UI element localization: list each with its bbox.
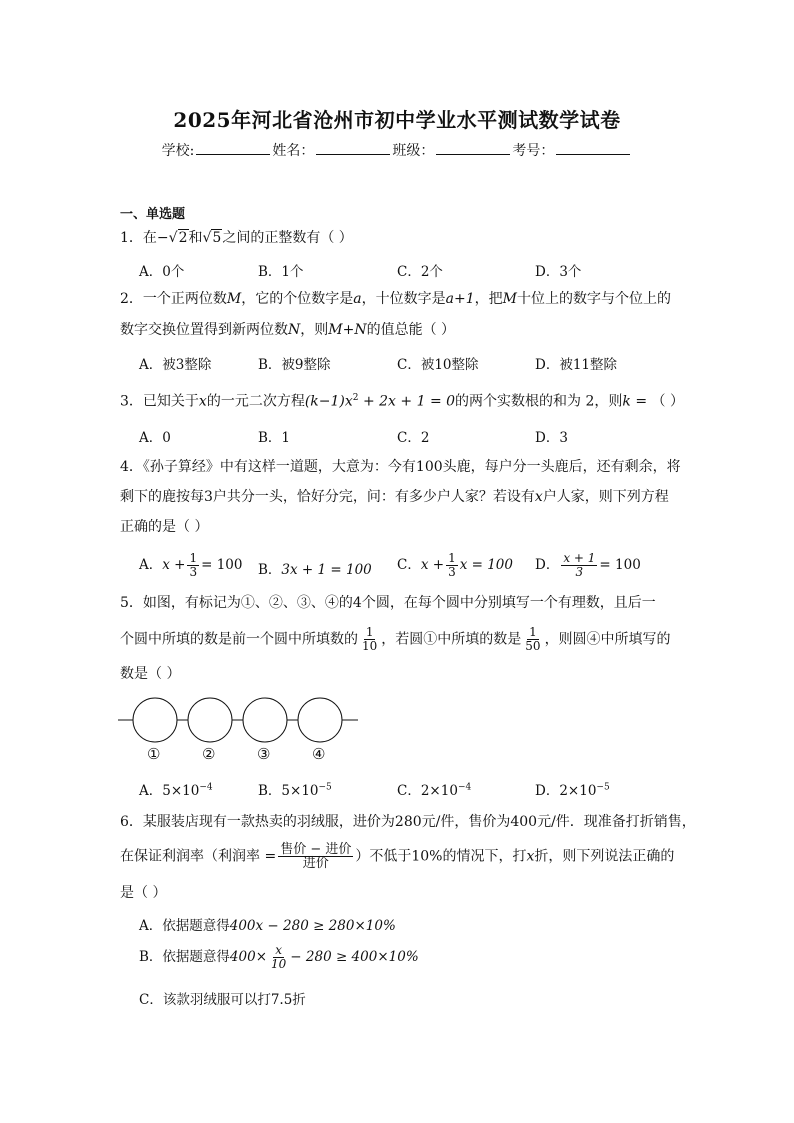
q5-text-c: ，则圆④中所填写的 — [544, 631, 671, 648]
q5-a-base: 5×10 — [162, 783, 200, 799]
q4-option-d — [535, 552, 641, 579]
question-6-line-2 — [120, 843, 674, 870]
school-blank — [196, 141, 270, 155]
q1-option-a: A．0个 — [139, 264, 185, 280]
q2-text-g: ，则 — [300, 322, 329, 338]
q5-a-label: A． — [139, 783, 163, 799]
q4-d-num: x + 1 — [563, 551, 596, 565]
q2-text-e: 十位上的数字与个位上的 — [516, 291, 671, 307]
q5-c-exp: −4 — [457, 782, 472, 793]
q5-d-base: 2×10 — [559, 783, 597, 799]
section-heading-single-choice: 一、单选题 — [120, 207, 186, 222]
question-5-line-2 — [120, 626, 671, 653]
q5-b-base: 5×10 — [281, 783, 319, 799]
q2-text-f: 数字交换位置得到新两位数 — [120, 322, 288, 338]
question-3 — [120, 388, 684, 412]
page-title: 2025年河北省沧州市初中学业水平测试数学试卷 — [173, 108, 621, 132]
q5-circle-label-2: ② — [202, 745, 216, 763]
student-info-line — [0, 140, 794, 160]
q2-option-d: D．被11整除 — [535, 357, 618, 373]
q4-a-label: A． — [139, 557, 163, 573]
q6-b-label: B．依据题意得 — [139, 949, 230, 965]
q4-c-label: C． — [397, 557, 421, 573]
q2-var-m: M — [226, 291, 242, 307]
q1-prefix: 1．在 — [120, 230, 157, 246]
q1-option-c: C．2个 — [397, 264, 443, 280]
q2-text-a: 2．一个正两位数 — [120, 291, 227, 307]
q6-a-eq: 400x − 280 ≥ 280×10% — [229, 918, 396, 934]
q5-option-c — [397, 779, 471, 799]
q3-text-c: 的两个实数根的和为 2，则 — [455, 393, 623, 410]
q1-option-b: B．1个 — [258, 264, 304, 280]
q5-b-label: B． — [258, 783, 282, 799]
q4-text-b: 户人家，则下列方程 — [542, 489, 669, 505]
q4-var-x: x — [534, 489, 543, 505]
q6-a-label: A．依据题意得 — [139, 918, 230, 934]
q4-d-rhs: = 100 — [599, 557, 641, 573]
q1-sqrt2: 2 — [178, 230, 188, 246]
q3-option-a: A．0 — [139, 430, 171, 446]
q6-text-a: 在保证利润率（利润率 = — [120, 848, 277, 865]
q5-option-d — [535, 779, 610, 799]
q6-frac-num: 售价 − 进价 — [280, 842, 352, 857]
q2-option-c: C．被10整除 — [397, 357, 479, 373]
q5-option-a — [139, 779, 213, 799]
q5-circle-2 — [188, 698, 232, 742]
q5-option-b — [258, 779, 332, 799]
q3-var-x: x — [198, 393, 207, 410]
q6-option-b — [139, 944, 419, 971]
q6-option-c: C．该款羽绒服可以打7.5折 — [139, 992, 306, 1008]
q5-fraction-2 — [523, 626, 542, 653]
q5-d-label: D． — [535, 783, 560, 799]
question-2-line-1 — [120, 289, 671, 309]
q6-text-c: 折，则下列说法正确的 — [534, 848, 675, 865]
q5-f2-den: 50 — [525, 639, 541, 653]
name-label: 姓名： — [272, 143, 315, 159]
q2-text-b: ，它的个位数字是 — [241, 291, 354, 307]
q3-equation: (k−1)x — [304, 393, 353, 410]
q6-b-pre: 400× — [229, 949, 268, 965]
question-4-line-2 — [120, 487, 669, 507]
q2-option-a: A．被3整除 — [139, 357, 212, 373]
q4-c-rhs: x = 100 — [459, 557, 513, 573]
q2-option-b: B．被9整除 — [258, 357, 331, 373]
q5-a-exp: −4 — [199, 782, 213, 793]
question-6-line-1: 6．某服装店现有一款热卖的羽绒服，进价为280元/件，售价为400元/件．现准备打折销售， — [120, 814, 696, 830]
q5-circle-label-1: ① — [147, 745, 161, 763]
q3-option-b: B．1 — [258, 430, 291, 446]
q4-c-num: 1 — [448, 551, 456, 565]
class-label: 班级： — [392, 143, 435, 159]
question-4-line-3: 正确的是（ ） — [120, 519, 209, 535]
q4-a-rhs: = 100 — [201, 557, 243, 573]
exam-no-label: 考号： — [512, 143, 555, 159]
q6-b-fraction — [269, 944, 288, 971]
q6-text-b: ）不低于10%的情况下，打 — [355, 848, 527, 865]
q2-var-a: a — [353, 291, 362, 307]
q5-circles-figure — [118, 696, 368, 746]
q2-expr-a1: a+1 — [445, 291, 475, 307]
q4-a-num: 1 — [189, 551, 198, 565]
q4-a-den: 3 — [189, 565, 198, 579]
q1-suffix: 之间的正整数有（ ） — [222, 230, 353, 246]
q5-circle-4 — [298, 698, 342, 742]
q5-f1-den: 10 — [362, 639, 378, 653]
q5-f2-num: 1 — [529, 625, 537, 639]
q3-equation-rest: + 2x + 1 = 0 — [358, 393, 456, 410]
q6-b-post: − 280 ≥ 400×10% — [290, 949, 419, 965]
question-5-line-3: 数是（ ） — [120, 666, 181, 682]
q1-mid: 和 — [188, 230, 203, 246]
q2-expr-mn: M+N — [328, 322, 367, 338]
q3-equation-exponent: 2 — [352, 393, 359, 403]
question-1: 1．在−√2和√5之间的正整数有（ ） — [120, 230, 353, 246]
q4-option-c — [397, 552, 513, 579]
q5-fraction-1 — [360, 626, 379, 653]
q5-text-a: 个圆中所填的数是前一个圆中所填数的 — [120, 631, 358, 648]
q6-b-num: x — [275, 943, 283, 957]
question-6-line-3: 是（ ） — [120, 885, 167, 901]
q6-profit-fraction — [278, 843, 353, 870]
q3-option-c: C．2 — [397, 430, 430, 446]
q4-c-fraction — [446, 552, 458, 579]
q4-a-fraction — [187, 552, 199, 579]
q1-option-d: D．3个 — [535, 264, 582, 280]
q3-text-d: = （ ） — [630, 393, 684, 410]
q2-text-d: ，把 — [474, 291, 503, 307]
q4-c-den: 3 — [448, 565, 456, 579]
q1-sqrt5: 5 — [212, 230, 222, 246]
q4-a-x: x + — [162, 557, 186, 573]
q5-f1-num: 1 — [365, 625, 374, 639]
q4-option-b — [258, 558, 372, 578]
exam-no-blank — [556, 141, 630, 155]
question-4-line-1: 4．《孙子算经》中有这样一道题，大意为：今有100头鹿，每户分一头鹿后，还有剩余，将 — [120, 459, 681, 475]
q5-circle-1 — [133, 698, 177, 742]
q5-c-label: C． — [397, 783, 421, 799]
q3-option-d: D．3 — [535, 430, 568, 446]
question-2-line-2 — [120, 320, 455, 340]
q3-text-b: 的一元二次方程 — [206, 393, 305, 410]
school-label: 学校: — [161, 143, 195, 159]
q5-c-base: 2×10 — [420, 783, 458, 799]
q1-minus: − — [156, 230, 169, 246]
q6-frac-den: 进价 — [302, 856, 329, 871]
q2-text-c: ，十位数字是 — [361, 291, 446, 307]
q4-text-a: 剩下的鹿按每3户共分一头，恰好分完，问：有多少户人家？若设有 — [120, 489, 535, 505]
q5-circle-label-3: ③ — [257, 745, 271, 763]
q3-text-a: 3．已知关于 — [120, 393, 199, 410]
q5-circle-label-4: ④ — [312, 745, 326, 763]
q5-d-exp: −5 — [596, 782, 610, 793]
q6-option-a — [139, 914, 396, 934]
q4-d-label: D． — [535, 557, 560, 573]
q2-text-h: 的值总能（ ） — [366, 322, 456, 338]
q4-d-den: 3 — [575, 565, 584, 579]
name-blank — [316, 141, 390, 155]
q2-var-n: N — [288, 322, 301, 338]
q6-var-x: x — [526, 848, 535, 865]
q5-circle-3 — [243, 698, 287, 742]
q4-c-x: x + — [420, 557, 445, 573]
q5-b-exp: −5 — [318, 782, 332, 793]
q4-b-eq: 3x + 1 = 100 — [281, 562, 372, 578]
q3-var-k: k — [622, 393, 631, 410]
q4-d-fraction — [561, 552, 597, 579]
q4-option-a — [139, 552, 242, 579]
question-5-line-1: 5．如图，有标记为①、②、③、④的4个圆，在每个圆中分别填写一个有理数，且后一 — [120, 595, 656, 611]
q5-text-b: ，若圆①中所填的数是 — [381, 631, 522, 648]
q2-var-m2: M — [502, 291, 517, 307]
class-blank — [436, 141, 510, 155]
q4-b-label: B． — [258, 562, 282, 578]
q6-b-den: 10 — [271, 957, 287, 971]
